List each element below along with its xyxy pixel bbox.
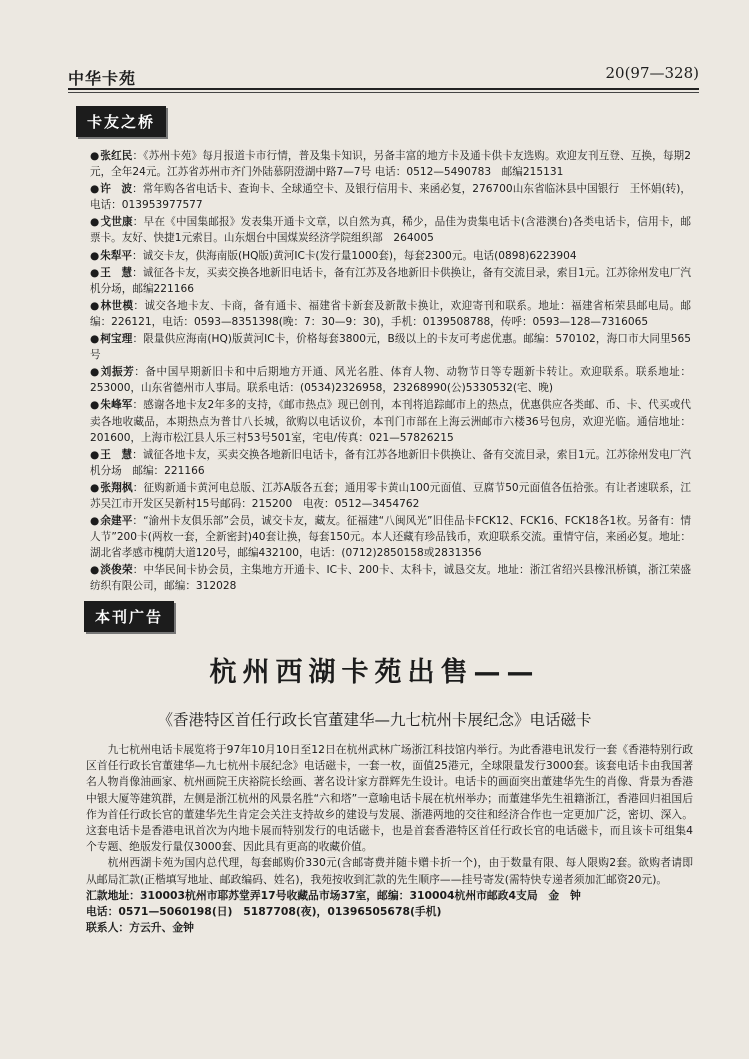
entry-text: ：《苏州卡苑》每月报道卡市行情，普及集卡知识，另备丰富的地方卡及通卡供卡友选购。欢迎友刊互登、互换，每期2元，全年24元。江苏省苏州市齐门外陆慕阴澄湖中路7—7号 电话：0512—5490783 邮编215131 (90, 150, 692, 179)
list-item (90, 562, 691, 594)
entry-name: 王 慧 (100, 266, 133, 279)
advert-paragraph: 杭州西湖卡苑为国内总代理，每套邮购价330元(含邮寄费并随卡赠卡折一个)，由于数量有限、每人限购2套。欲购者请即从邮局汇款(正楷填写地址、邮政编码、姓名)，我苑按收到汇款的先生顺序——挂号寄发(需特快专递者须加汇邮资20元)。 (86, 856, 693, 886)
page-header (68, 56, 699, 92)
entry-name: 张红民 (100, 150, 133, 162)
bullet-icon: ● (90, 299, 100, 312)
entry-name: 柯宝理 (100, 333, 133, 346)
remittance-address: 汇款地址：310003杭州市耶苏堂弄17号收藏品市场37室，邮编：310004杭州市邮政4支局 金 钟 (86, 888, 581, 902)
section-tag-card-friends: 卡友之桥 (76, 106, 166, 137)
bullet-icon: ● (90, 399, 100, 412)
entry-text: ：诚交各地卡友、卡商，备有通卡、福建省卡新套及新散卡换让，欢迎寄刊和联系。地址：福建省柘荣县邮电局。邮编：226121，电话：0593—8351398(晚：7：30—9：30)，手机：0139508788，传呼：0593—128—7316065 (90, 299, 692, 328)
list-item (90, 148, 691, 180)
header-divider-thin (68, 92, 699, 93)
entry-text: ：诚交卡友，供海南版(HQ版)黄河IC卡(发行量1000套)，每套2300元。电话(0898)6223904 (132, 249, 577, 262)
advert-body (86, 742, 693, 936)
bullet-icon: ● (90, 150, 100, 162)
entry-text: ：感谢各地卡友2年多的支持，《邮市热点》现已创刊，本刊将追踪邮市上的热点，优惠供应各类邮、币、卡、代买或代卖各地收藏品，本期热点为普廿八长城，欲购以电话议价，本刊门市部在上海云洲邮市六楼36号包房，欢迎光临。通信地址：201600，上海市松江县人乐三村53号501室，宅电/传真：021—57826215 (90, 399, 692, 444)
entry-name: 朱峰军 (100, 399, 133, 412)
list-item (90, 447, 691, 479)
entry-name: 刘振芳 (100, 366, 135, 379)
card-friends-list (90, 148, 691, 596)
entry-name: 余建平 (100, 515, 133, 528)
list-item (90, 298, 691, 330)
entry-text: ：“渝州卡友俱乐部”会员，诚交卡友，藏友。征福建“八闽风光”旧佳品卡FCK12、FCK16、FCK18各1枚。另备有：情人节”200卡(两枚一套，全新密封)40套让换，每套150元。本人还藏有珍品钱币，欢迎联系交流。重情守信，来函必复。地址：湖北省孝感市槐荫大道120号，邮编432100，电话：(0712)2850158或2831356 (90, 515, 691, 560)
bullet-icon: ● (90, 481, 100, 494)
bullet-icon: ● (90, 515, 100, 528)
contact-person: 联系人：方云升、金钟 (86, 921, 194, 935)
list-item (90, 248, 691, 264)
entry-name: 朱犁平 (100, 249, 133, 262)
entry-name: 淡俊荣 (100, 564, 133, 577)
entry-name: 张翔枫 (100, 481, 133, 494)
entry-text: ：早在《中国集邮报》发表集开通卡文章，以自然为真，稀少，品佳为贵集电话卡(含港澳台)各类电话卡，信用卡，邮票卡。友好、快捷1元索目。山东烟台中国煤炭经济学院组织部 264005 (90, 216, 692, 245)
list-item (90, 480, 691, 512)
entry-name: 王 慧 (100, 448, 133, 461)
page-number: 20(97—328) (605, 64, 699, 82)
entry-text: ：诚征各卡友，买卖交换各地新旧电话卡，备有江苏及各地新旧卡供换让，备有交流目录，索目1元。江苏徐州发电厂汽机分场，邮编221166 (90, 266, 691, 295)
entry-text: ：征购新通卡黄河电总版、江苏A版各五套；通用零卡黄山100元面值、豆腐节50元面值各伍拾张。有让者速联系，江苏吴江市开发区吴新村15号邮码：215200 电夜：0512—3454762 (90, 481, 691, 510)
bullet-icon: ● (90, 216, 100, 229)
bullet-icon: ● (90, 366, 100, 379)
entry-text: ：中华民间卡协会员，主集地方开通卡、IC卡、200卡、太科卡，诚恳交友。地址：浙江省绍兴县橡汛桥镇，浙江荣盛纺织有限公司，邮编：312028 (90, 564, 691, 593)
entry-text: ：备中国早期新旧卡和中后期地方开通、风光名胜、体育人物、动物节日等专题新卡转让。欢迎联系。联系地址：253000，山东省德州市人事局。联系电话：(0534)2326958，23268990(公)5330532(宅、晚) (90, 366, 692, 395)
header-divider (68, 88, 699, 90)
list-item (90, 214, 691, 246)
entry-text: ：限量供应海南(HQ)版黄河IC卡，价格每套3800元，B级以上的卡友可考虑优惠。邮编：570102，海口市大同里565号 (90, 333, 692, 362)
list-item (90, 265, 691, 297)
entry-text: ：诚征各地卡友，买卖交换各地新旧电话卡，备有江苏各地新旧卡供换让、备有交流目录，索目1元。江苏徐州发电厂汽机分场 邮编：221166 (90, 448, 691, 477)
entry-name: 许 波 (100, 183, 133, 196)
section-tag-advert: 本刊广告 (84, 601, 174, 632)
list-item (90, 331, 691, 363)
magazine-name: 中华卡苑 (68, 69, 137, 88)
bullet-icon: ● (90, 249, 100, 262)
list-item (90, 364, 691, 396)
bullet-icon: ● (90, 333, 100, 346)
entry-name: 林世模 (100, 299, 134, 312)
advert-subtitle: 《香港特区首任行政长官董建华—九七杭州卡展纪念》电话磁卡 (157, 711, 592, 729)
list-item (90, 397, 691, 445)
bullet-icon: ● (90, 564, 100, 577)
entry-text: ：常年购各省电话卡、查询卡、全球通空卡、及银行信用卡、来函必复，276700山东省临沐县中国银行 王怀娟(转)，电话：013953977577 (90, 183, 692, 212)
contact-phone: 电话：0571—5060198(日) 5187708(夜)，01396505678(手机) (86, 905, 442, 919)
bullet-icon: ● (90, 183, 100, 196)
list-item (90, 513, 691, 561)
advert-title: 杭州西湖卡苑出售—— (209, 657, 540, 688)
entry-name: 戈世康 (100, 216, 133, 229)
bullet-icon: ● (90, 448, 100, 461)
list-item (90, 181, 691, 213)
bullet-icon: ● (90, 266, 100, 279)
advert-paragraph: 九七杭州电话卡展览将于97年10月10日至12日在杭州武林广场浙江科技馆内举行。为此香港电讯发行一套《香港特别行政区首任行政长官董建华—九七杭州卡展纪念》电话磁卡，一套一枚，面值25港元，全球限量发行3000套。该套电话卡由我国著名人物肖像油画家、杭州画院王庆裕院长绘画、著名设计家方群辉先生设计。电话卡的画面突出董建华先生的肖像、背景为香港中银大厦等建筑群，左侧是浙江杭州的风景名胜“六和塔”一意喻电话卡展在杭州举办；而董建华先生祖籍浙江，香港回归祖国后作为首任行政长官的董建华先生肯定会关注支持故乡的建设与发展、浙港两地的交往和经济合作也一定更加广泛，密切、深入。这套电话卡是香港电讯首次为内地卡展而特别发行的电话磁卡，也是首套香港特区首任行政长官的电话磁卡，而且该卡可组集4个专题、绝版发行量仅3000套、因此具有更高的收藏价值。 (86, 743, 693, 854)
